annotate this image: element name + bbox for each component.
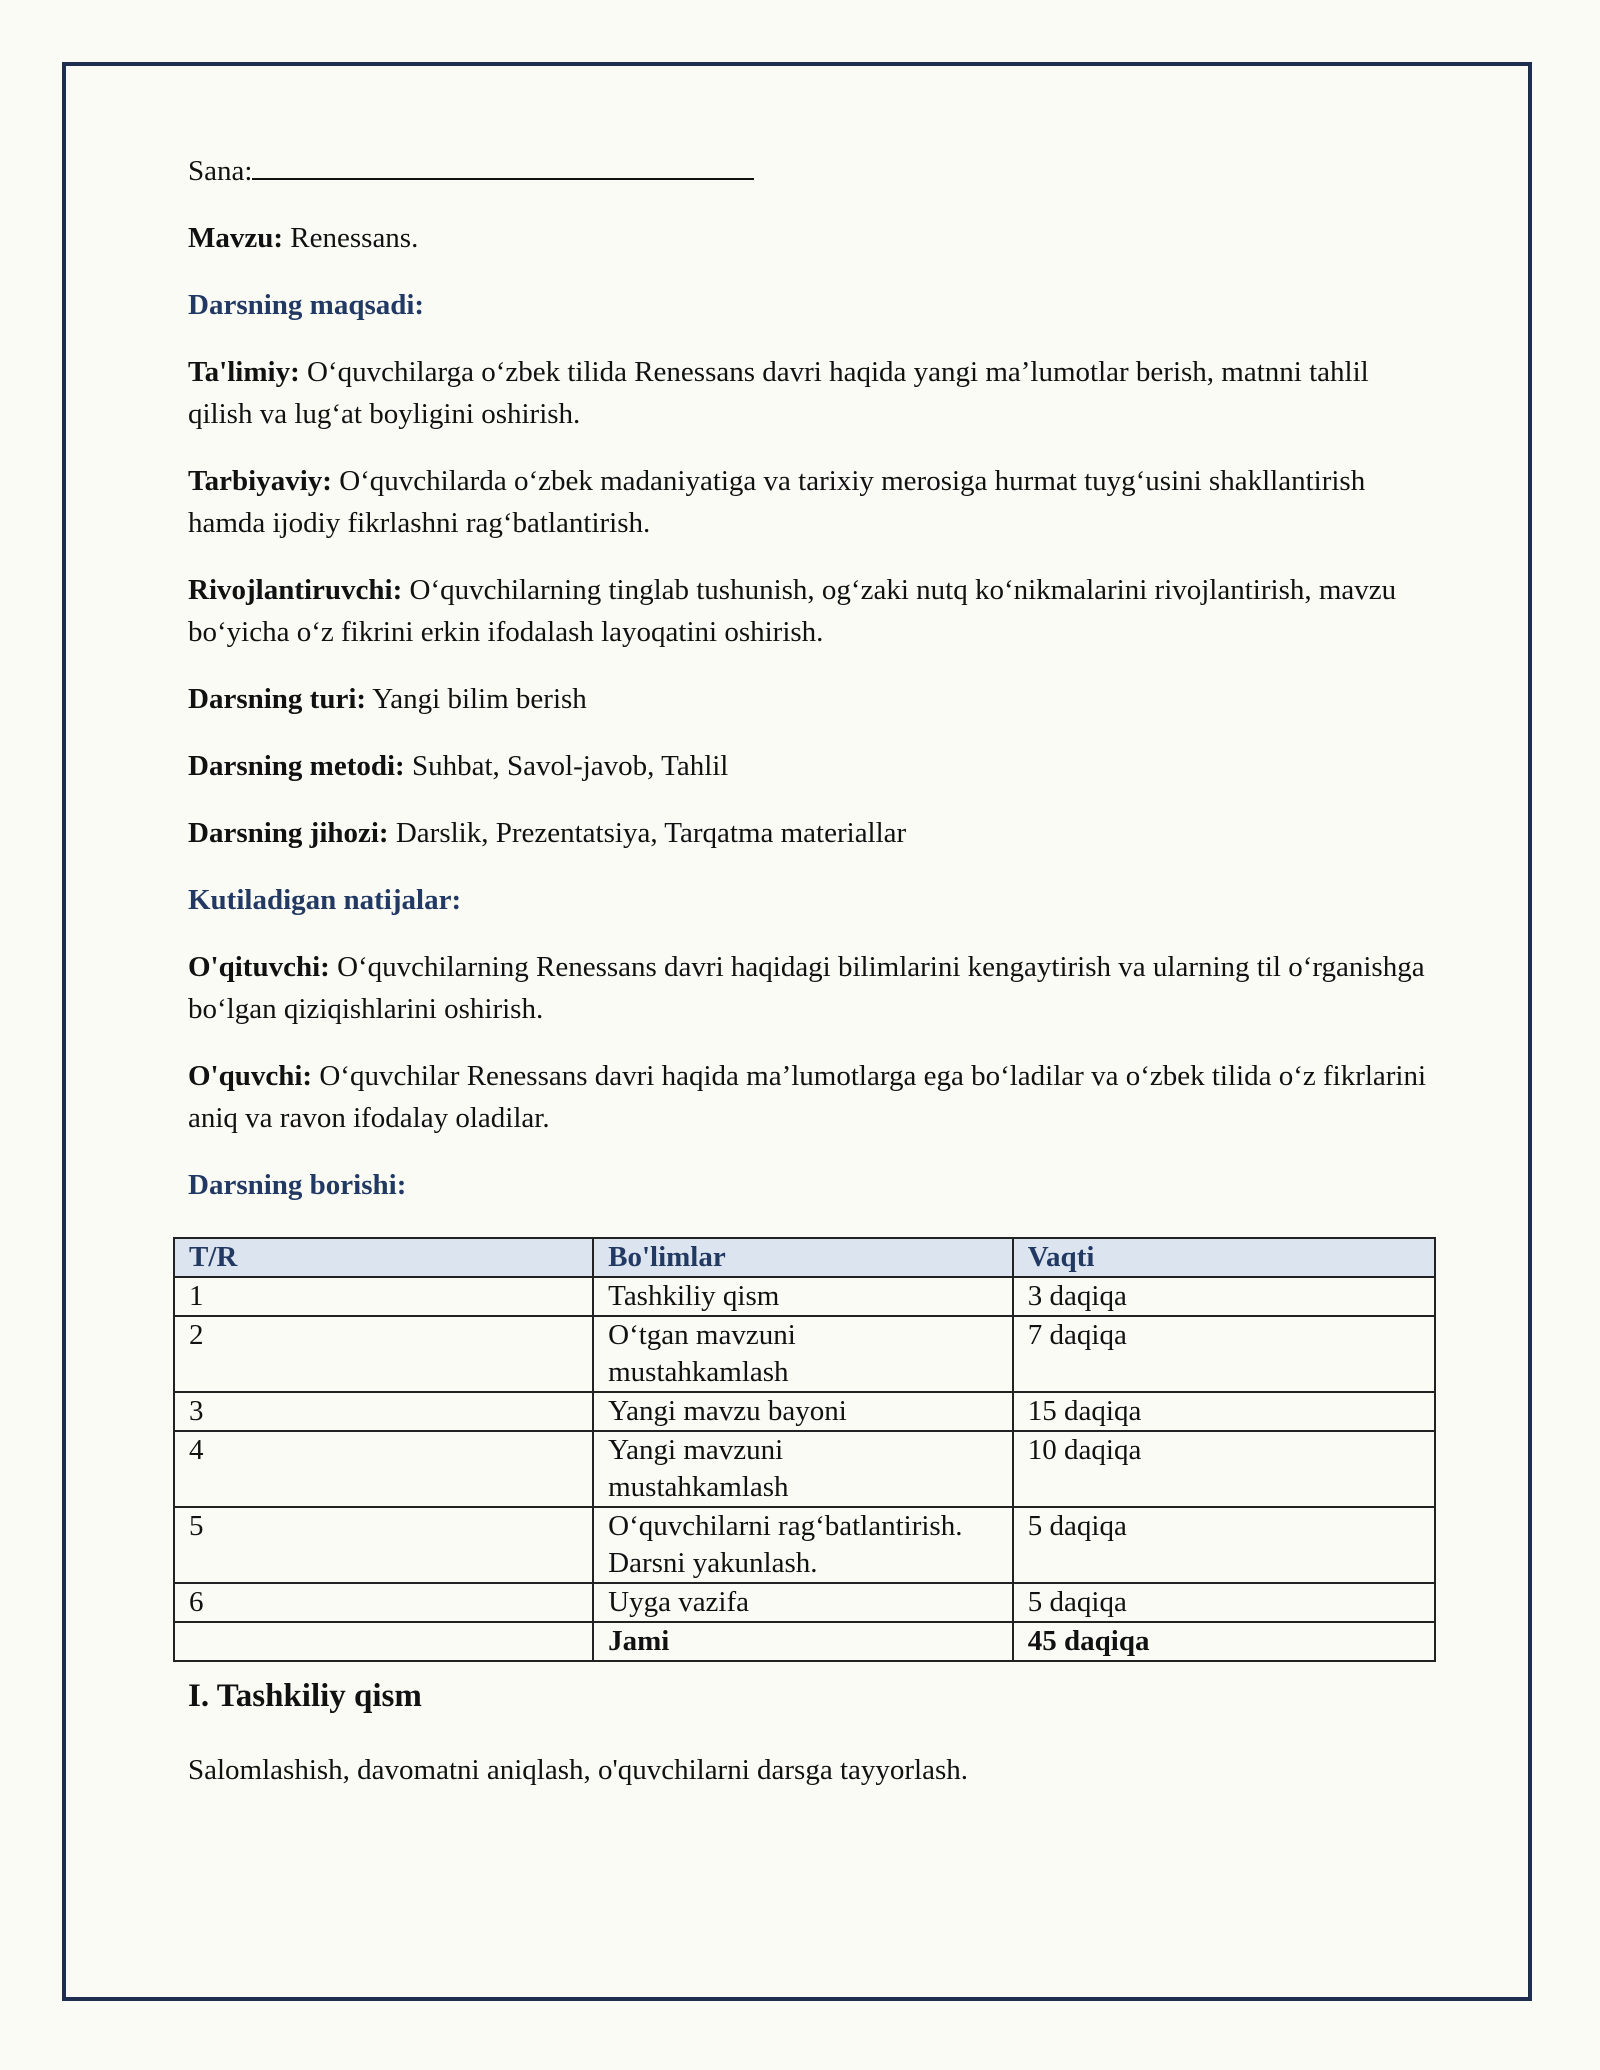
result-label: O'qituvchi: [188,951,330,983]
goal-educational [188,351,1428,435]
table-cell: 5 daqiqa [1013,1583,1435,1622]
results-heading: Kutiladigan natijalar: [188,884,462,916]
table-cell [174,1622,593,1661]
table-cell: 3 [174,1392,593,1431]
result-text: O‘quvchilar Renessans davri haqida ma’lumotlarga ega bo‘ladilar va o‘zbek tilida o‘z fikrlarini aniq va ravon ifodalay oladilar. [188,1060,1427,1134]
total-value: 45 daqiqa [1013,1622,1435,1661]
table-row [174,1392,1435,1431]
goal-text: O‘quvchilarga o‘zbek tilida Renessans davri haqida yangi ma’lumotlar berish, matnni tahlil qilish va lug‘at boyligini oshirish. [188,356,1369,430]
date-label: Sana: [188,155,253,187]
lesson-flow-heading: Darsning borishi: [188,1169,407,1201]
goal-developmental [188,569,1428,653]
goals-heading: Darsning maqsadi: [188,289,425,321]
table-total-row [174,1622,1435,1661]
result-teacher [188,946,1428,1030]
table-row [174,1316,1435,1392]
column-header: Bo'limlar [593,1238,1013,1277]
lesson-flow-table [173,1237,1436,1662]
info-label: Darsning jihozi: [188,817,389,849]
table-cell: 5 [174,1507,593,1583]
table-cell: O‘quvchilarni rag‘batlantirish. Darsni yakunlash. [593,1507,1013,1583]
table-cell: 4 [174,1431,593,1507]
lesson-method [188,745,1428,787]
table-cell: 1 [174,1277,593,1316]
lesson-type [188,678,1428,720]
section-heading: I. Tashkiliy qism [188,1678,422,1714]
topic-line [188,217,1428,259]
topic-label: Mavzu: [188,222,284,254]
result-label: O'quvchi: [188,1060,313,1092]
table-cell: O‘tgan mavzuni mustahkamlash [593,1316,1013,1392]
table-cell: 3 daqiqa [1013,1277,1435,1316]
total-label: Jami [593,1622,1013,1661]
table-row [174,1431,1435,1507]
table-cell: 6 [174,1583,593,1622]
lesson-equipment [188,812,1428,854]
result-text: O‘quvchilarning Renessans davri haqidagi bilimlarini kengaytirish va ularning til o‘rganishga bo‘lgan qiziqishlarini oshirish. [188,951,1425,1025]
table-row [174,1507,1435,1583]
column-header: Vaqti [1013,1238,1435,1277]
info-label: Darsning turi: [188,683,367,715]
goal-upbringing [188,460,1428,544]
table-cell: 2 [174,1316,593,1392]
table-cell: 5 daqiqa [1013,1507,1435,1583]
table-cell: Uyga vazifa [593,1583,1013,1622]
info-text: Darslik, Prezentatsiya, Tarqatma materiallar [388,817,907,849]
table-cell: Tashkiliy qism [593,1277,1013,1316]
info-text: Yangi bilim berish [366,683,587,715]
goal-label: Ta'limiy: [188,356,300,388]
column-header: T/R [174,1238,593,1277]
table-row [174,1583,1435,1622]
goal-label: Rivojlantiruvchi: [188,574,403,606]
table-cell: 10 daqiqa [1013,1431,1435,1507]
table-cell: Yangi mavzuni mustahkamlash [593,1431,1013,1507]
section-text: Salomlashish, davomatni aniqlash, o'quvchilarni darsga tayyorlash. [188,1754,969,1786]
date-line [188,148,1428,192]
topic-value: Renessans. [283,222,419,254]
date-blank-line [252,148,754,180]
table-row [174,1277,1435,1316]
table-cell: 15 daqiqa [1013,1392,1435,1431]
info-label: Darsning metodi: [188,750,405,782]
goal-label: Tarbiyaviy: [188,465,332,497]
goal-text: O‘quvchilarning tinglab tushunish, og‘zaki nutq ko‘nikmalarini rivojlantirish, mavzu bo‘yicha o‘z fikrini erkin ifodalash layoqatini oshirish. [188,574,1397,648]
table-header-row [174,1238,1435,1277]
table-cell: Yangi mavzu bayoni [593,1392,1013,1431]
lesson-plan-content [188,148,1428,1231]
info-text: Suhbat, Savol-javob, Tahlil [404,750,729,782]
result-student [188,1055,1428,1139]
goal-text: O‘quvchilarda o‘zbek madaniyatiga va tarixiy merosiga hurmat tuyg‘usini shakllantirish hamda ijodiy fikrlashni rag‘batlantirish. [188,465,1366,539]
table-cell: 7 daqiqa [1013,1316,1435,1392]
